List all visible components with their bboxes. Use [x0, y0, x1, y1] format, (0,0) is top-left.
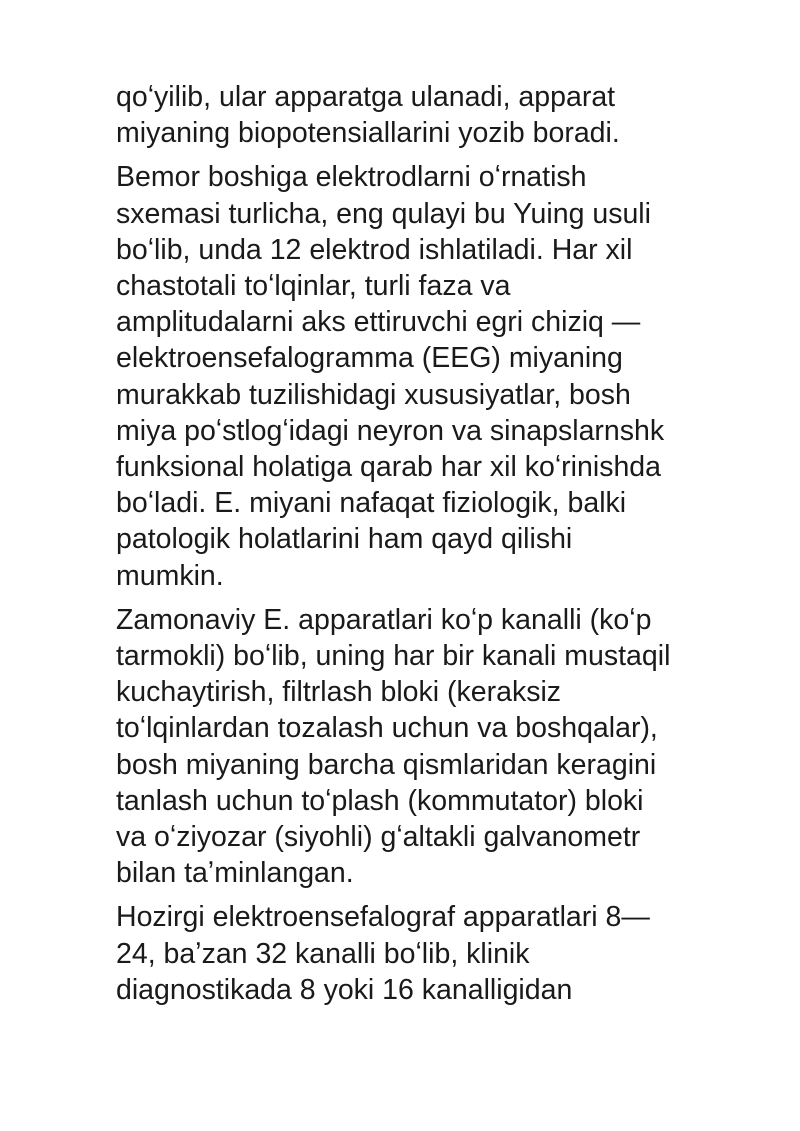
paragraph-4: Hozirgi elektroensefalograf apparatlari 8— 24, baʼzan 32 kanalli boʻlib, klinik diagnostikada 8 yoki 16 kanalligidan [116, 901, 650, 1006]
paragraph-1: qoʻyilib, ular apparatga ulanadi, apparat miyaning biopotensiallarini yozib boradi. [116, 81, 620, 150]
paragraph-2: Bemor boshiga elektrodlarni oʻrnatish sxemasi turlicha, eng qulayi bu Yuing usuli boʻlib, unda 12 elektrod ishlatiladi. Har xil chastotali toʻlqinlar, turli faza va amplitudalarni aks ettiruvchi egri chiziq — elektroensefalogramma (EEG) miyaning murakkab tuzilishidagi xususiyatlar, bosh miya poʻstlogʻidagi neyron va sinapslarnshk funksional holatiga qarab har xil koʻrinishda boʻladi. E. miyani nafaqat fiziologik, balki patologik holatlarini ham qayd qilishi mumkin. [116, 161, 665, 592]
document-page [116, 79, 756, 1016]
paragraph-3: Zamonaviy E. apparatlari koʻp kanalli (koʻp tarmokli) boʻlib, uning har bir kanali mustaqil kuchaytirish, filtrlash bloki (keraksiz toʻlqinlardan tozalash uchun va boshqalar), bosh miyaning barcha qismlaridan keragini tanlash uchun toʻplash (kommutator) bloki va oʻziyozar (siyohli) gʻaltakli galvanometr bilan taʼminlangan. [116, 603, 671, 890]
